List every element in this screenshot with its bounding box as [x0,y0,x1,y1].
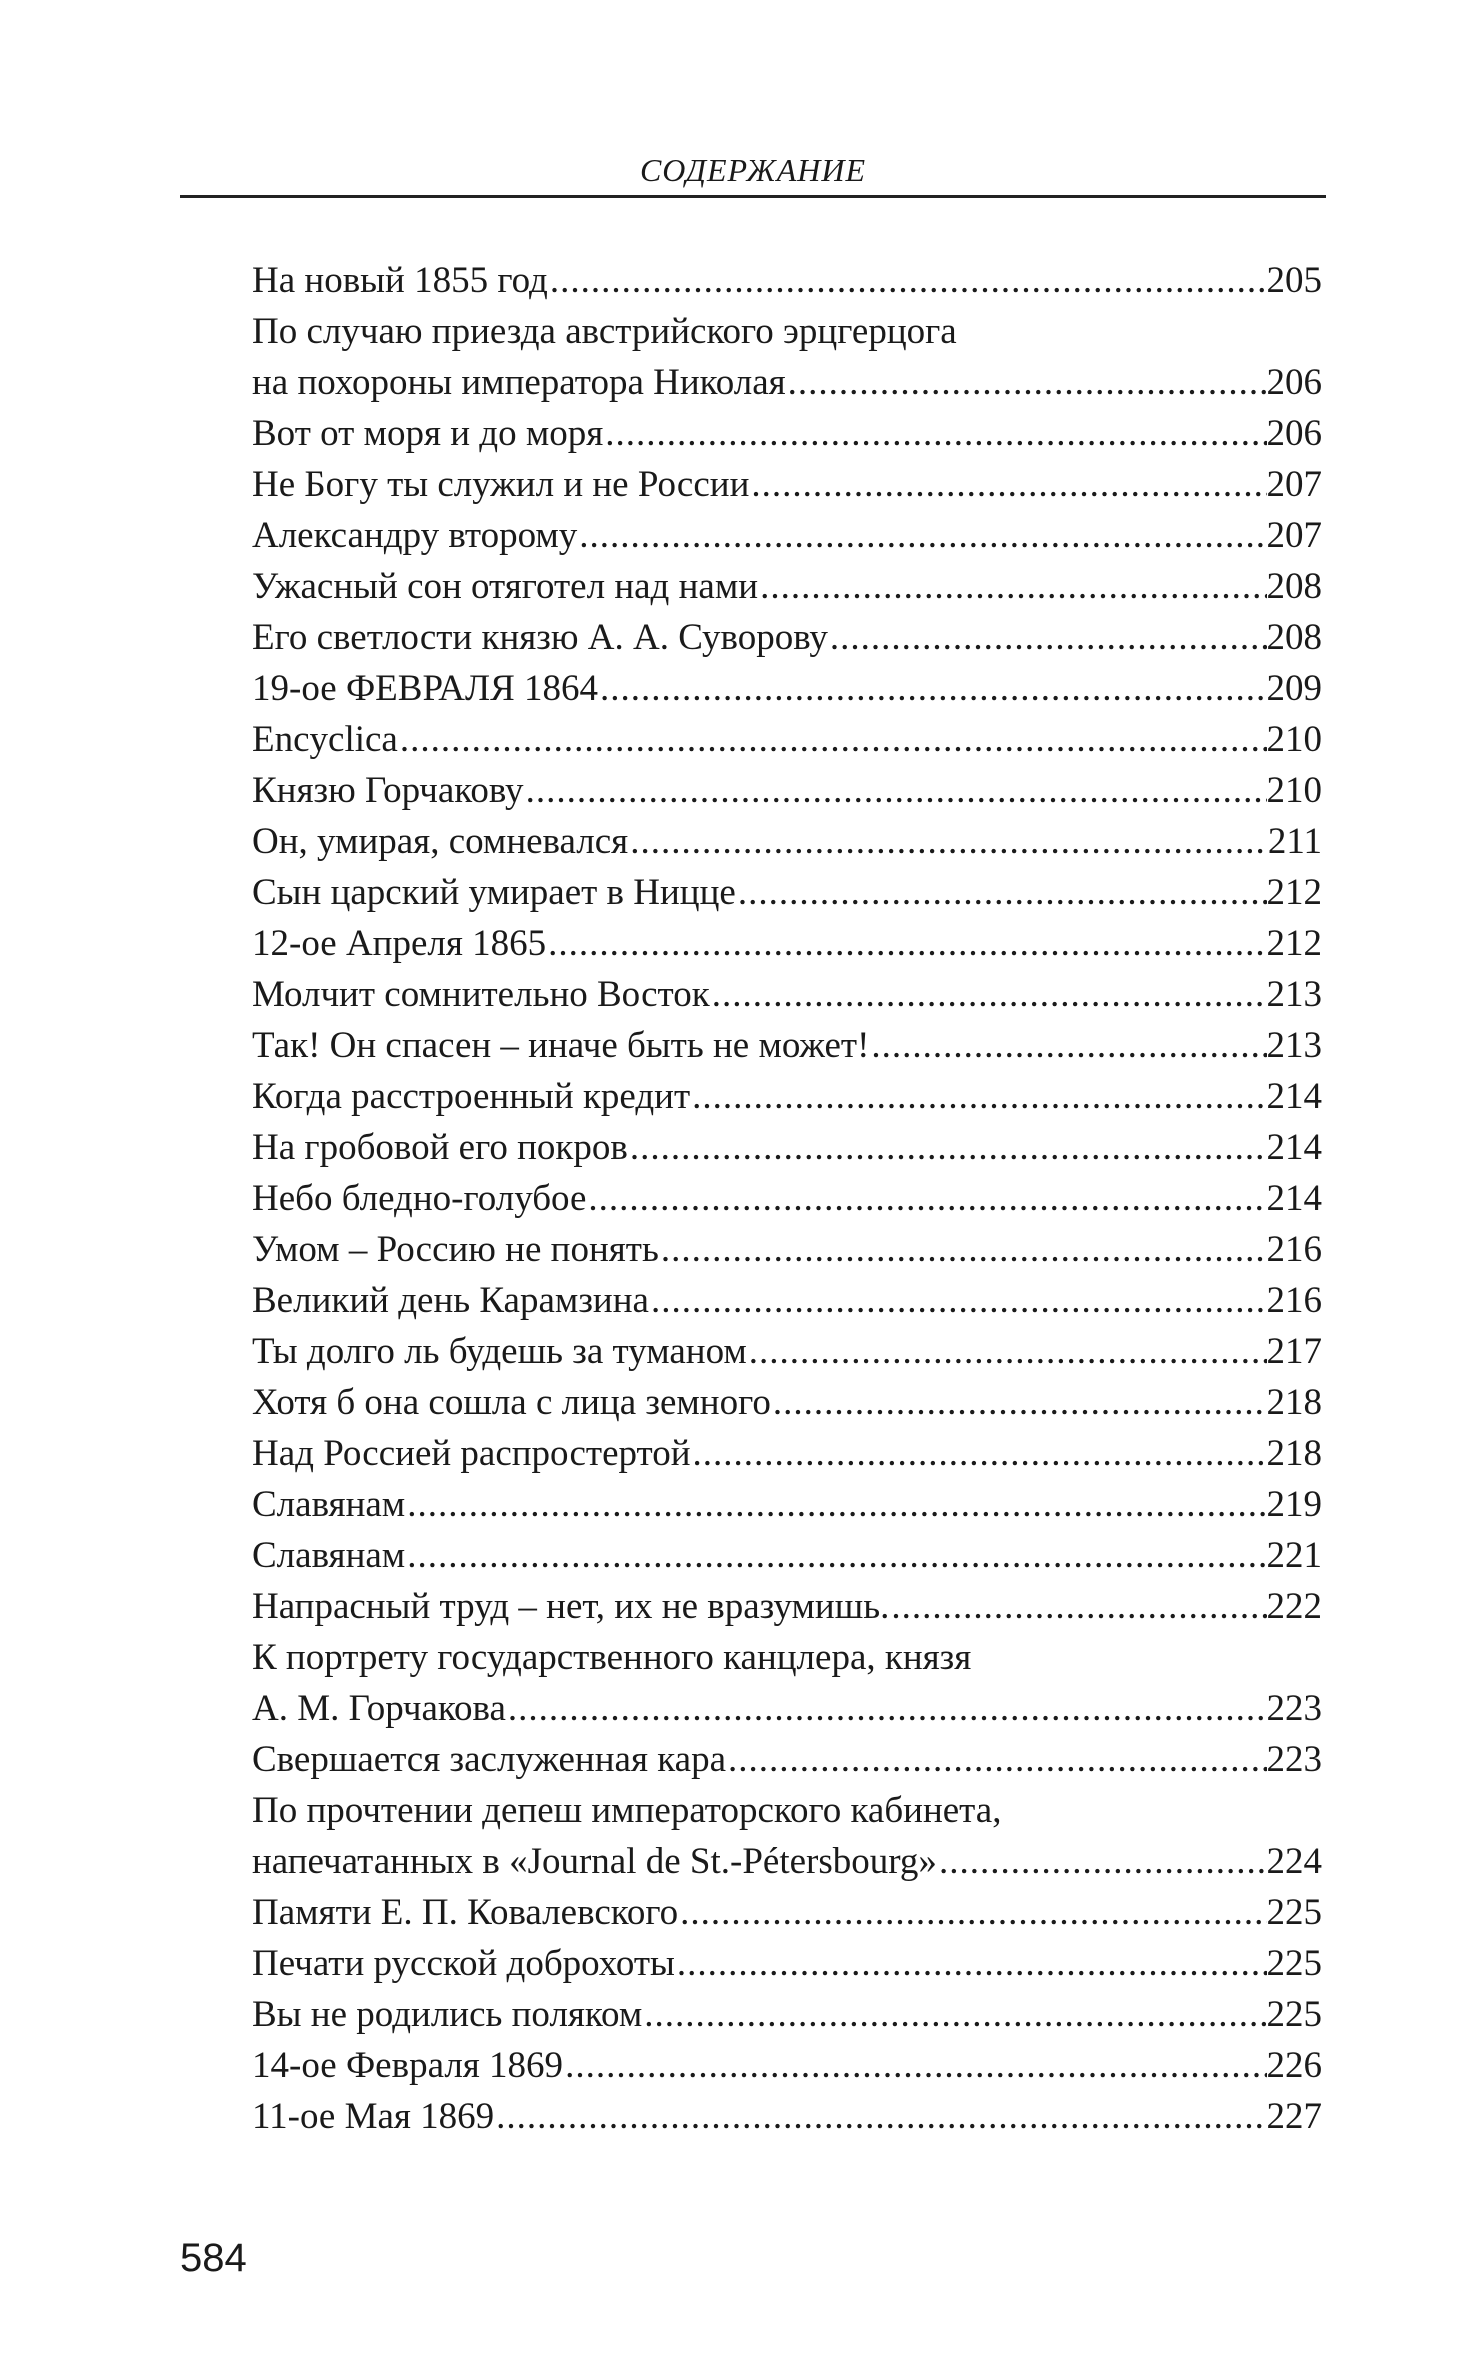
toc-entry-title: Князю Горчакову [252,770,524,811]
toc-entry [252,1377,1322,1428]
toc-entry-page: 212 [1266,872,1322,913]
toc-entry-page: 216 [1266,1229,1322,1270]
toc-entry-title: На новый 1855 год [252,260,548,301]
toc-entry-page: 211 [1267,821,1322,862]
dot-leader [405,1479,1266,1530]
dot-leader [494,2091,1266,2142]
dot-leader [548,255,1267,306]
toc-entry [252,1428,1322,1479]
toc-entry-title: 11-ое Мая 1869 [252,2096,495,2137]
toc-entry-page: 219 [1266,1484,1322,1525]
toc-entry [252,918,1322,969]
toc-entry [252,867,1322,918]
toc-entry-title: Напрасный труд – нет, их не вразумишь. [252,1586,890,1627]
toc-entry-page: 208 [1266,617,1322,658]
header-rule [180,195,1326,198]
toc-entry-page: 227 [1266,2096,1322,2137]
toc-entry [252,663,1322,714]
toc-entry-page: 218 [1266,1433,1322,1474]
dot-leader [649,1275,1267,1326]
toc-entry-title: Его светлости князю А. А. Суворову [252,617,828,658]
toc-entry-title: Молчит сомнительно Восток [252,974,710,1015]
toc-entry [252,816,1322,867]
toc-entry-title: Не Богу ты служил и не России [252,464,750,505]
toc-entry-title: Небо бледно-голубое [252,1178,587,1219]
toc-entry-title: Над Россией распростертой [252,1433,691,1474]
toc-entry-title: 14-ое Февраля 1869 [252,2045,564,2086]
dot-leader [869,1020,1266,1071]
toc-entry-page: 214 [1266,1178,1322,1219]
toc-entry-page: 225 [1266,1892,1322,1933]
toc-entry [252,459,1322,510]
toc-entry-title: Славянам [252,1535,406,1576]
toc-entry-title: Он, умирая, сомневался [252,821,629,862]
toc-entry [252,1020,1322,1071]
toc-entry-page: 213 [1266,1025,1322,1066]
toc-entry [252,1275,1322,1326]
dot-leader [710,969,1267,1020]
toc-entry [252,1224,1322,1275]
dot-leader [749,459,1266,510]
dot-leader [691,1428,1267,1479]
toc-entry-title: Вот от моря и до моря [252,413,604,454]
dot-leader [937,1836,1267,1887]
toc-entry-title: Так! Он спасен – иначе быть не может! [252,1025,870,1066]
toc-entry-page: 218 [1266,1382,1322,1423]
dot-leader [659,1224,1267,1275]
toc-entry [252,255,1322,306]
toc-entry [252,2040,1322,2091]
dot-leader [642,1989,1266,2040]
toc-entry-page: 223 [1266,1739,1322,1780]
toc-entry [252,1938,1322,1989]
toc-entry [252,1734,1322,1785]
dot-leader [889,1581,1266,1632]
toc-entry-title: Свершается заслуженная кара [252,1739,726,1780]
dot-leader [628,816,1268,867]
toc-entry-page: 207 [1266,515,1322,556]
dot-leader [524,765,1267,816]
toc-entry-page: 205 [1266,260,1322,301]
toc-entry [252,1122,1322,1173]
toc-entry-page: 217 [1266,1331,1322,1372]
toc-entry-page: 226 [1266,2045,1322,2086]
toc-entry-page: 210 [1266,770,1322,811]
toc-entry [252,1173,1322,1224]
dot-leader [828,612,1267,663]
toc-entry-page: 223 [1266,1688,1322,1729]
toc-entry-page: 209 [1266,668,1322,709]
dot-leader [506,1683,1267,1734]
toc-entry-title: А. М. Горчакова [252,1688,506,1729]
dot-leader [690,1071,1266,1122]
toc-entry-page: 208 [1266,566,1322,607]
toc-entry-title: Вы не родились поляком [252,1994,643,2035]
toc-entry-title: Умом – Россию не понять [252,1229,659,1270]
toc-entry [252,1530,1322,1581]
toc-entry-page: 214 [1266,1076,1322,1117]
dot-leader [628,1122,1267,1173]
table-of-contents [252,255,1322,2142]
toc-entry-title: напечатанных в «Journal de St.-Pétersbourg» [252,1841,937,1882]
dot-leader [577,510,1266,561]
dot-leader [747,1326,1267,1377]
page-number: 584 [180,2236,247,2280]
toc-entry [252,2091,1322,2142]
dot-leader [563,2040,1266,2091]
dot-leader [786,357,1267,408]
toc-entry [252,1989,1322,2040]
dot-leader [405,1530,1266,1581]
toc-entry-title: Сын царский умирает в Ницце [252,872,736,913]
toc-entry-title: Великий день Карамзина [252,1280,649,1321]
toc-entry [252,1785,1322,1887]
toc-entry-page: 221 [1266,1535,1322,1576]
toc-entry-title: Ужасный сон отяготел над нами [252,566,759,607]
toc-entry-title: Памяти Е. П. Ковалевского [252,1892,679,1933]
toc-entry-title: Encyclica [252,719,398,760]
toc-entry-page: 206 [1266,413,1322,454]
toc-entry [252,510,1322,561]
dot-leader [726,1734,1267,1785]
toc-entry-title: 12-ое Апреля 1865 [252,923,547,964]
toc-entry [252,1479,1322,1530]
toc-entry-title: на похороны императора Николая [252,362,786,403]
toc-entry-title-line: По прочтении депеш императорского кабинета, [252,1790,1002,1831]
dot-leader [603,408,1266,459]
toc-entry-page: 207 [1266,464,1322,505]
dot-leader [398,714,1267,765]
toc-entry-page: 225 [1266,1943,1322,1984]
toc-entry-page: 214 [1266,1127,1322,1168]
toc-entry-title-line: К портрету государственного канцлера, князя [252,1637,972,1678]
toc-entry-title: 19-ое ФЕВРАЛЯ 1864 [252,668,599,709]
toc-entry-page: 225 [1266,1994,1322,2035]
toc-entry [252,765,1322,816]
toc-entry-title: Александру второму [252,515,578,556]
toc-entry-page: 210 [1266,719,1322,760]
toc-entry-page: 213 [1266,974,1322,1015]
toc-entry-title: Печати русской доброхоты [252,1943,675,1984]
toc-entry-page: 224 [1266,1841,1322,1882]
toc-entry [252,306,1322,408]
toc-entry [252,1071,1322,1122]
toc-entry [252,561,1322,612]
toc-entry-title-line: По случаю приезда австрийского эрцгерцога [252,311,957,352]
toc-entry-title: Славянам [252,1484,406,1525]
toc-entry [252,1581,1322,1632]
toc-entry [252,1632,1322,1734]
running-head: СОДЕРЖАНИЕ [639,152,867,188]
dot-leader [758,561,1266,612]
dot-leader [546,918,1266,969]
toc-entry-page: 212 [1266,923,1322,964]
toc-entry-page: 222 [1266,1586,1322,1627]
toc-entry-title: На гробовой его покров [252,1127,628,1168]
toc-entry-title: Ты долго ль будешь за туманом [252,1331,747,1372]
toc-entry [252,1887,1322,1938]
toc-entry-page: 206 [1266,362,1322,403]
toc-entry [252,714,1322,765]
dot-leader [586,1173,1266,1224]
dot-leader [598,663,1266,714]
toc-entry [252,1326,1322,1377]
toc-entry-page: 216 [1266,1280,1322,1321]
dot-leader [675,1938,1267,1989]
toc-entry [252,969,1322,1020]
toc-entry [252,408,1322,459]
toc-entry-title: Хотя б она сошла с лица земного [252,1382,771,1423]
toc-entry [252,612,1322,663]
toc-entry-title: Когда расстроенный кредит [252,1076,691,1117]
dot-leader [678,1887,1266,1938]
dot-leader [771,1377,1267,1428]
dot-leader [736,867,1267,918]
